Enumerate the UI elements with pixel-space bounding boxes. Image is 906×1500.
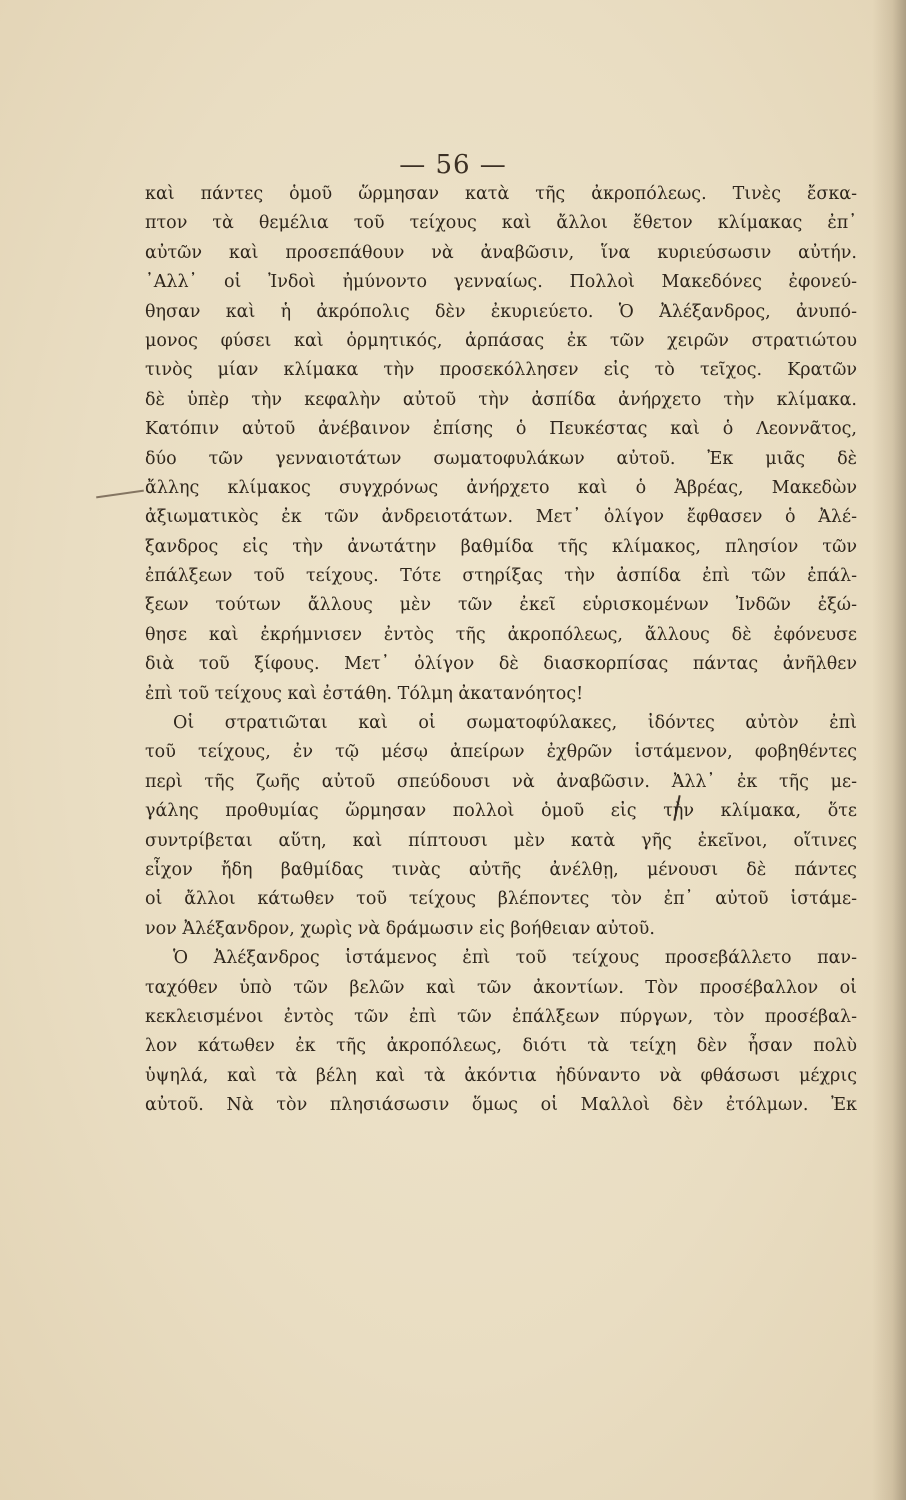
text-line: αὐτῶν καὶ προσεπάθουν νὰ ἀναβῶσιν, ἵνα κυριεύσωσιν αὐτήν.: [145, 242, 857, 263]
text-line: ἄλλης κλίμακος συγχρόνως ἀνήρχετο καὶ ὁ Ἀβρέας, Μακεδὼν: [145, 477, 857, 498]
text-line: Κατόπιν αὐτοῦ ἀνέβαινον ἐπίσης ὁ Πευκέστας καὶ ὁ Λεοννᾶτος,: [145, 419, 857, 440]
text-line: συντρίβεται αὕτη, καὶ πίπτουσι μὲν κατὰ γῆς ἐκεῖνοι, οἵτινες: [145, 830, 857, 851]
text-line: Οἱ στρατιῶται καὶ οἱ σωματοφύλακες, ἰδόντες αὐτὸν ἐπὶ: [173, 713, 857, 734]
page-number: — 56 —: [399, 150, 507, 180]
text-line: ὑψηλά, καὶ τὰ βέλη καὶ τὰ ἀκόντια ἠδύναντο νὰ φθάσωσι μέχρις: [145, 1065, 857, 1086]
text-line: θησαν καὶ ἡ ἀκρόπολις δὲν ἐκυριεύετο. Ὁ Ἀλέξανδρος, ἀνυπό-: [145, 301, 857, 322]
text-line: γάλης προθυμίας ὥρμησαν πολλοὶ ὁμοῦ εἰς τὴν κλίμακα, ὅτε: [145, 801, 857, 822]
text-line: ᾽Αλλ᾽ οἱ Ἰνδοὶ ἠμύνοντο γενναίως. Πολλοὶ Μακεδόνες ἐφονεύ-: [145, 272, 857, 293]
text-line: κεκλεισμένοι ἐντὸς τῶν ἐπὶ τῶν ἐπάλξεων πύργων, τὸν προσέβαλ-: [145, 1006, 857, 1027]
text-line: ξεων τούτων ἄλλους μὲν τῶν ἐκεῖ εὑρισκομένων Ἰνδῶν ἐξώ-: [145, 595, 857, 616]
text-line: μονος φύσει καὶ ὁρμητικός, ἁρπάσας ἐκ τῶν χειρῶν στρατιώτου: [145, 330, 857, 351]
text-line: πτον τὰ θεμέλια τοῦ τείχους καὶ ἄλλοι ἔθετον κλίμακας ἐπ᾽: [145, 213, 857, 234]
text-line: δὲ ὑπὲρ τὴν κεφαλὴν αὐτοῦ τὴν ἀσπίδα ἀνήρχετο τὴν κλίμακα.: [145, 389, 857, 410]
text-line: διὰ τοῦ ξίφους. Μετ᾽ ὀλίγον δὲ διασκορπίσας πάντας ἀνῆλθεν: [145, 654, 857, 675]
body-text: [145, 180, 857, 1121]
text-line: ξανδρος εἰς τὴν ἀνωτάτην βαθμίδα τῆς κλίμακος, πλησίον τῶν: [145, 536, 857, 557]
text-line: Ὁ Ἀλέξανδρος ἱστάμενος ἐπὶ τοῦ τείχους προσεβάλλετο παν-: [173, 948, 857, 969]
text-line: οἱ ἄλλοι κάτωθεν τοῦ τείχους βλέποντες τὸν ἐπ᾽ αὐτοῦ ἱστάμε-: [145, 889, 857, 910]
text-line: δύο τῶν γενναιοτάτων σωματοφυλάκων αὐτοῦ. Ἐκ μιᾶς δὲ: [145, 448, 857, 469]
page-spine-shadow: [872, 0, 906, 1500]
text-line: τινὸς μίαν κλίμακα τὴν προσεκόλλησεν εἰς τὸ τεῖχος. Κρατῶν: [145, 360, 857, 381]
text-line: εἶχον ἤδη βαθμίδας τινὰς αὐτῆς ἀνέλθῃ, μένουσι δὲ πάντες: [145, 859, 857, 880]
text-line: καὶ πάντες ὁμοῦ ὥρμησαν κατὰ τῆς ἀκροπόλεως. Τινὲς ἔσκα-: [145, 184, 857, 204]
text-line: τοῦ τείχους, ἐν τῷ μέσῳ ἀπείρων ἐχθρῶν ἱστάμενον, φοβηθέντες: [145, 742, 857, 763]
text-line: ἐπὶ τοῦ τείχους καὶ ἐστάθη. Τόλμη ἀκατανόητος!: [145, 683, 584, 704]
text-line: λον κάτωθεν ἐκ τῆς ἀκροπόλεως, διότι τὰ τείχη δὲν ἦσαν πολὺ: [145, 1036, 857, 1057]
text-line: περὶ τῆς ζωῆς αὐτοῦ σπεύδουσι νὰ ἀναβῶσιν. Ἀλλ᾽ ἐκ τῆς με-: [145, 771, 857, 792]
text-line: αὐτοῦ. Νὰ τὸν πλησιάσωσιν ὅμως οἱ Μαλλοὶ δὲν ἐτόλμων. Ἐκ: [145, 1095, 857, 1116]
text-line: ἀξιωματικὸς ἐκ τῶν ἀνδρειοτάτων. Μετ᾽ ὀλίγον ἔφθασεν ὁ Ἀλέ-: [145, 507, 857, 528]
text-line: νον Ἀλέξανδρον, χωρὶς νὰ δράμωσιν εἰς βοήθειαν αὐτοῦ.: [145, 918, 655, 939]
text-line: θησε καὶ ἐκρήμνισεν ἐντὸς τῆς ἀκροπόλεως, ἄλλους δὲ ἐφόνευσε: [145, 624, 857, 645]
text-line: ταχόθεν ὑπὸ τῶν βελῶν καὶ τῶν ἀκοντίων. Τὸν προσέβαλλον οἱ: [145, 977, 857, 998]
text-line: ἐπάλξεων τοῦ τείχους. Τότε στηρίξας τὴν ἀσπίδα ἐπὶ τῶν ἐπάλ-: [145, 566, 857, 587]
margin-pencil-mark: [96, 490, 144, 499]
